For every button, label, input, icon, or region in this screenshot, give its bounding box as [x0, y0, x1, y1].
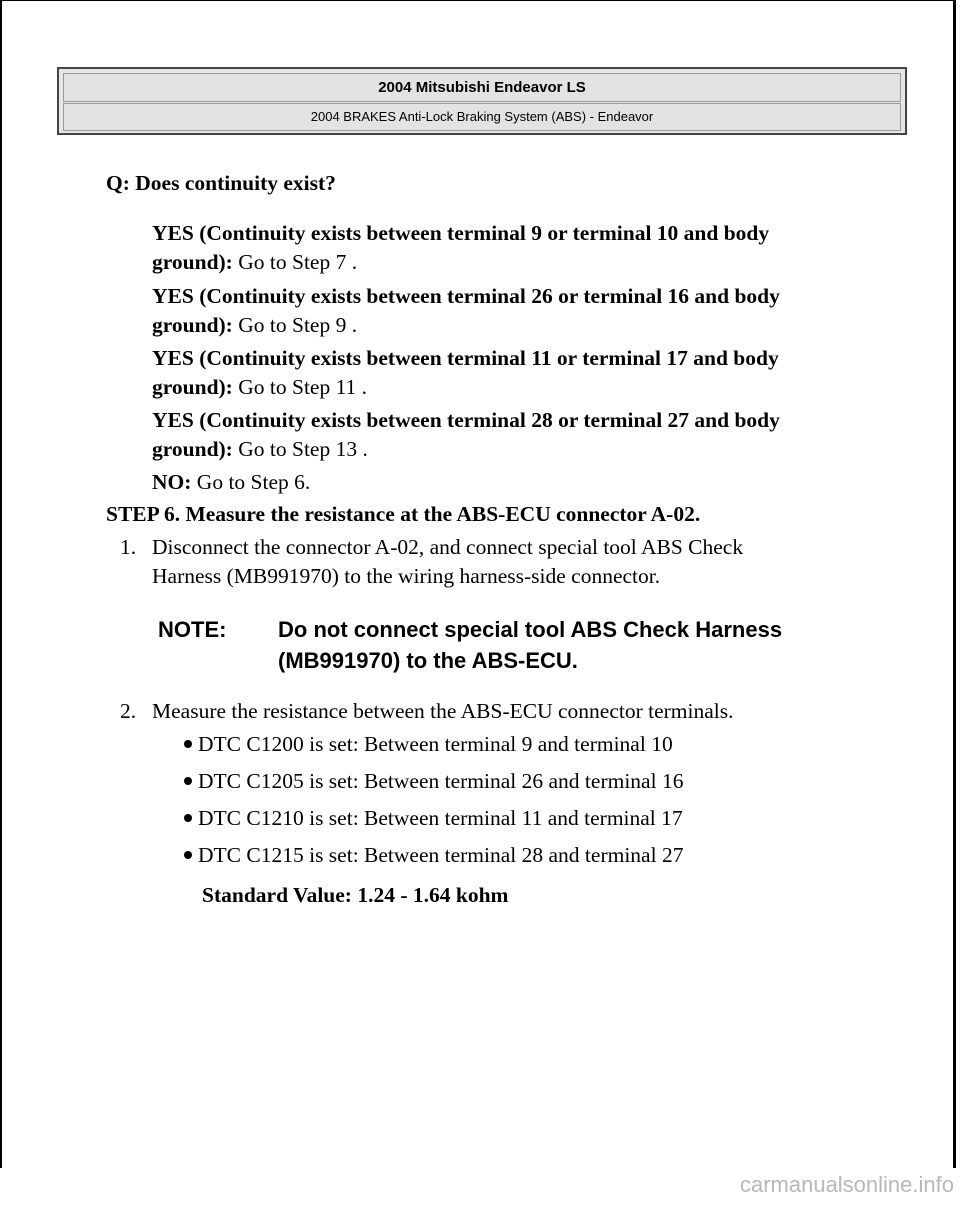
answer-4-line2	[152, 434, 368, 465]
bullet-item	[184, 803, 683, 834]
answer-1-line1: YES (Continuity exists between terminal 9 or terminal 10 and body	[152, 221, 770, 245]
answer-no	[152, 467, 310, 498]
page-frame-right	[953, 0, 956, 1168]
answer-3-line2	[152, 372, 367, 403]
bullet-text: DTC C1205 is set: Between terminal 26 and terminal 16	[198, 769, 684, 793]
bullet-text: DTC C1200 is set: Between terminal 9 and terminal 10	[198, 732, 673, 756]
step-6-heading: STEP 6. Measure the resistance at the ABS-ECU connector A-02.	[106, 502, 701, 526]
page-frame-left	[0, 0, 2, 1168]
answer-no-label: NO:	[152, 470, 192, 494]
answer-2-action: Go to Step 9 .	[232, 313, 358, 337]
question-text: Q: Does continuity exist?	[106, 171, 336, 195]
bullet-item	[184, 840, 683, 871]
watermark-text: carmanualsonline.info	[739, 1172, 954, 1197]
bullet-text: DTC C1210 is set: Between terminal 11 and terminal 17	[198, 806, 683, 830]
step-6-item-1-line1: Disconnect the connector A-02, and connect special tool ABS Check	[152, 535, 744, 559]
note-line-1: Do not connect special tool ABS Check Harness	[278, 617, 783, 642]
note-label: NOTE:	[158, 617, 227, 642]
bullet-dot-icon	[184, 740, 192, 748]
answer-4-label: ground):	[152, 437, 233, 461]
header-title: 2004 Mitsubishi Endeavor LS	[63, 73, 901, 102]
bullet-dot-icon	[184, 814, 192, 822]
answer-1-label: ground):	[152, 250, 233, 274]
page-frame-top	[0, 0, 956, 1]
step-6-item-2-number: 2.	[120, 699, 137, 723]
answer-3-line1: YES (Continuity exists between terminal 11 or terminal 17 and body	[152, 346, 779, 370]
step-6-item-1-line2: Harness (MB991970) to the wiring harness-side connector.	[152, 564, 661, 588]
standard-value: Standard Value: 1.24 - 1.64 kohm	[202, 883, 509, 907]
answer-2-label: ground):	[152, 313, 233, 337]
answer-1-action: Go to Step 7 .	[232, 250, 358, 274]
answer-no-action: Go to Step 6.	[191, 470, 311, 494]
answer-2-line1: YES (Continuity exists between terminal 26 or terminal 16 and body	[152, 284, 780, 308]
step-6-item-1-number: 1.	[120, 535, 137, 559]
step-6-item-2-text: Measure the resistance between the ABS-ECU connector terminals.	[152, 699, 734, 723]
bullet-text: DTC C1215 is set: Between terminal 28 and terminal 27	[198, 843, 684, 867]
answer-1-line2	[152, 247, 357, 278]
answer-2-line2	[152, 310, 357, 341]
document-header	[57, 67, 907, 135]
answer-3-label: ground):	[152, 375, 233, 399]
header-subtitle: 2004 BRAKES Anti-Lock Braking System (ABS) - Endeavor	[63, 103, 901, 131]
bullet-item	[184, 729, 673, 760]
bullet-dot-icon	[184, 851, 192, 859]
note-line-2: (MB991970) to the ABS-ECU.	[278, 648, 578, 673]
answer-4-line1: YES (Continuity exists between terminal 28 or terminal 27 and body	[152, 408, 780, 432]
answer-4-action: Go to Step 13 .	[232, 437, 368, 461]
answer-3-action: Go to Step 11 .	[232, 375, 368, 399]
bullet-dot-icon	[184, 777, 192, 785]
bullet-item	[184, 766, 683, 797]
